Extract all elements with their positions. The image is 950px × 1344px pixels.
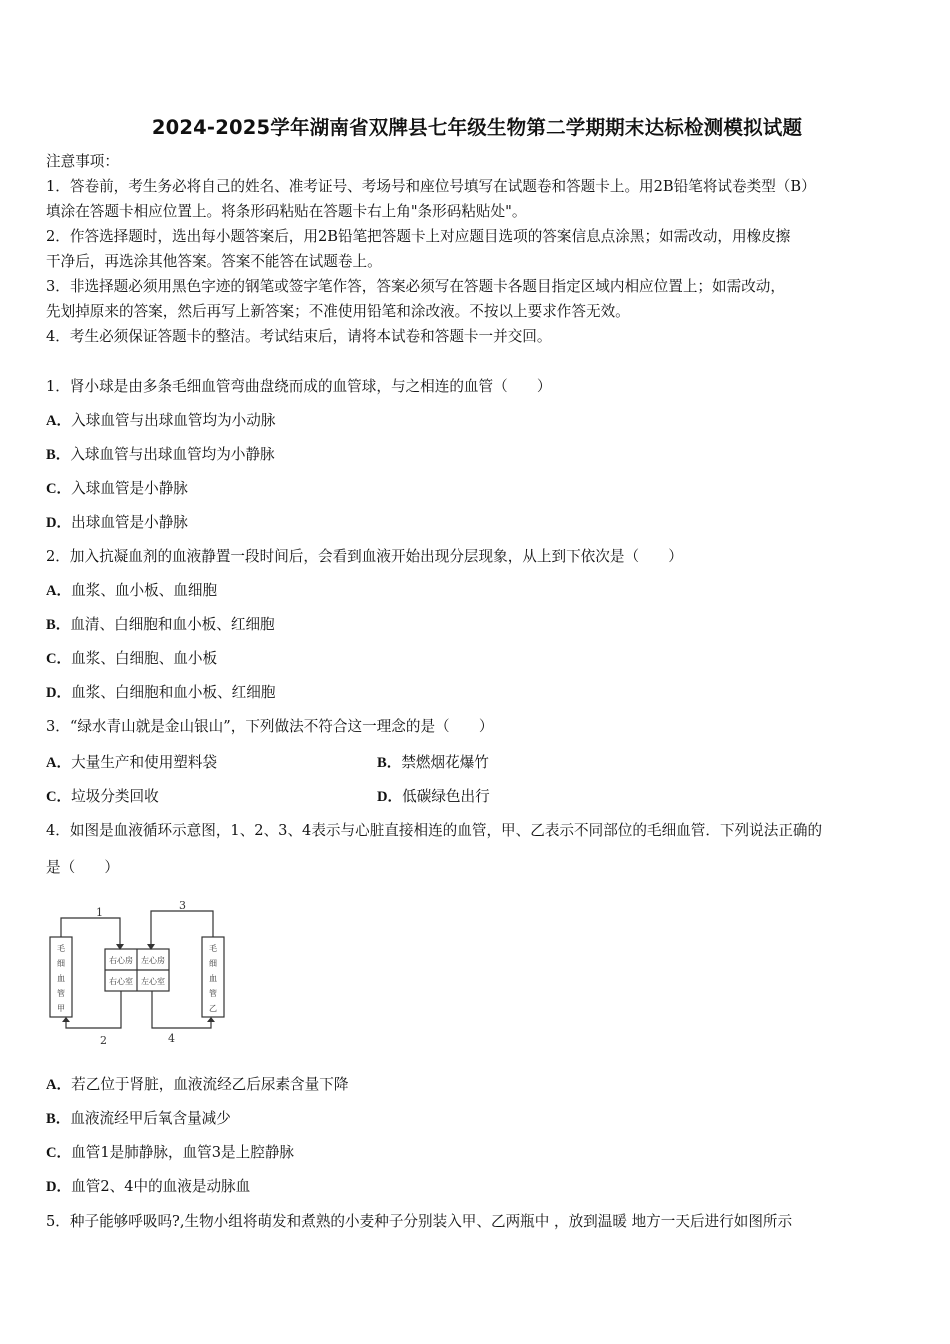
- question-3-stem: 3．“绿水青山就是金山银山”，下列做法不符合这一理念的是（ ）: [46, 718, 494, 735]
- box-jia-char: 管: [57, 989, 65, 998]
- option-text: 低碳绿色出行: [402, 788, 490, 805]
- vessel-4-label: 4: [168, 1032, 175, 1045]
- box-yi-char: 乙: [209, 1004, 217, 1013]
- option-label: C．: [46, 789, 72, 805]
- option-text: 血液流经甲后氧含量减少: [70, 1110, 231, 1127]
- box-yi-char: 毛: [209, 944, 217, 953]
- q1-option-a[interactable]: [46, 409, 275, 430]
- q2-option-a[interactable]: [46, 579, 217, 600]
- option-label: C．: [46, 481, 72, 497]
- option-text: 若乙位于肾脏，血液流经乙后尿素含量下降: [71, 1076, 349, 1093]
- option-text: 出球血管是小静脉: [71, 514, 188, 531]
- notice-line: 3．非选择题必须用黑色字迹的钢笔或签字笔作答，答案必须写在答题卡各题目指定区域内相应位置上；如需改动，: [46, 278, 785, 295]
- vessel-1: [61, 918, 120, 945]
- option-text: 血管1是肺静脉，血管3是上腔静脉: [71, 1144, 295, 1161]
- question-1-stem: 1．肾小球是由多条毛细血管弯曲盘绕而成的血管球，与之相连的血管（ ）: [46, 378, 552, 395]
- blood-circulation-diagram: [46, 893, 246, 1048]
- option-text: 血浆、白细胞和血小板、红细胞: [71, 684, 276, 701]
- option-text: 入球血管与出球血管均为小动脉: [71, 412, 276, 429]
- q4-option-b[interactable]: [46, 1107, 231, 1128]
- option-label: B．: [377, 755, 402, 771]
- q1-option-b[interactable]: [46, 443, 275, 464]
- notice-line: 先划掉原来的答案，然后再写上新答案；不准使用铅笔和涂改液。不按以上要求作答无效。: [46, 303, 630, 320]
- vessel-3-label: 3: [179, 899, 186, 912]
- left-atrium-label: 左心房: [141, 956, 165, 965]
- left-ventricle-label: 左心室: [141, 977, 165, 986]
- option-label: B．: [46, 1111, 71, 1127]
- q4-option-c[interactable]: [46, 1141, 294, 1162]
- option-label: B．: [46, 447, 71, 463]
- option-label: A．: [46, 1077, 72, 1093]
- q2-option-d[interactable]: [46, 681, 275, 702]
- box-yi-char: 细: [209, 959, 217, 968]
- q2-option-c[interactable]: [46, 647, 217, 668]
- option-label: B．: [46, 617, 71, 633]
- option-label: C．: [46, 651, 72, 667]
- notice-line: 填涂在答题卡相应位置上。将条形码粘贴在答题卡右上角"条形码粘贴处"。: [46, 203, 527, 220]
- q3-option-c[interactable]: [46, 785, 159, 806]
- option-text: 血浆、血小板、血细胞: [71, 582, 218, 599]
- notice-line: 干净后，再选涂其他答案。答案不能答在试题卷上。: [46, 253, 382, 270]
- option-text: 血清、白细胞和血小板、红细胞: [70, 616, 275, 633]
- question-5-stem: 5．种子能够呼吸吗?,生物小组将萌发和煮熟的小麦种子分别装入甲、乙两瓶中 ，放到温暖 地方一天后进行如图所示: [46, 1213, 793, 1230]
- vessel-3: [151, 911, 213, 945]
- q2-option-b[interactable]: [46, 613, 275, 634]
- box-yi-char: 管: [209, 989, 217, 998]
- option-text: 入球血管与出球血管均为小静脉: [70, 446, 275, 463]
- q1-option-c[interactable]: [46, 477, 188, 498]
- question-2-stem: 2．加入抗凝血剂的血液静置一段时间后，会看到血液开始出现分层现象，从上到下依次是（ ）: [46, 548, 683, 565]
- option-label: D．: [46, 1179, 72, 1195]
- option-label: D．: [46, 685, 72, 701]
- question-4-stem: 4．如图是血液循环示意图，1、2、3、4表示与心脏直接相连的血管，甲、乙表示不同部位的毛细血管．下列说法正确的: [46, 822, 823, 839]
- q4-option-d[interactable]: [46, 1175, 250, 1196]
- notice-line: 4．考生必须保证答题卡的整洁。考试结束后，请将本试卷和答题卡一并交回。: [46, 328, 552, 345]
- q3-option-a[interactable]: [46, 751, 217, 772]
- box-yi-char: 血: [209, 974, 217, 983]
- option-label: C．: [46, 1145, 72, 1161]
- box-jia-char: 细: [57, 959, 65, 968]
- box-jia-char: 甲: [57, 1004, 65, 1013]
- option-label: A．: [46, 583, 72, 599]
- notice-line: 1．答卷前，考生务必将自己的姓名、准考证号、考场号和座位号填写在试题卷和答题卡上。用2B铅笔将试卷类型（B）: [46, 178, 816, 195]
- notice-line: 2．作答选择题时，选出每小题答案后，用2B铅笔把答题卡上对应题目选项的答案信息点涂黑；如需改动，用橡皮擦: [46, 228, 791, 245]
- box-jia-char: 血: [57, 974, 65, 983]
- q3-option-b[interactable]: [377, 751, 489, 772]
- option-text: 禁燃烟花爆竹: [401, 754, 489, 771]
- option-label: A．: [46, 755, 72, 771]
- box-jia-char: 毛: [57, 944, 65, 953]
- option-text: 血浆、白细胞、血小板: [71, 650, 218, 667]
- option-text: 入球血管是小静脉: [71, 480, 188, 497]
- notice-heading: 注意事项：: [46, 153, 119, 170]
- option-text: 垃圾分类回收: [71, 788, 159, 805]
- right-atrium-label: 右心房: [109, 956, 133, 965]
- option-label: D．: [46, 515, 72, 531]
- question-4-stem-cont: 是（ ）: [46, 859, 119, 876]
- right-ventricle-label: 右心室: [109, 977, 133, 986]
- page-title: 2024-2025学年湖南省双牌县七年级生物第二学期期末达标检测模拟试题: [151, 116, 803, 139]
- q4-option-a[interactable]: [46, 1073, 348, 1094]
- q1-option-d[interactable]: [46, 511, 188, 532]
- option-text: 大量生产和使用塑料袋: [71, 754, 218, 771]
- option-label: A．: [46, 413, 72, 429]
- option-label: D．: [377, 789, 403, 805]
- vessel-1-label: 1: [96, 906, 103, 919]
- vessel-2-label: 2: [100, 1034, 107, 1047]
- vessel-2: [66, 991, 121, 1028]
- option-text: 血管2、4中的血液是动脉血: [71, 1178, 251, 1195]
- q3-option-d[interactable]: [377, 785, 490, 806]
